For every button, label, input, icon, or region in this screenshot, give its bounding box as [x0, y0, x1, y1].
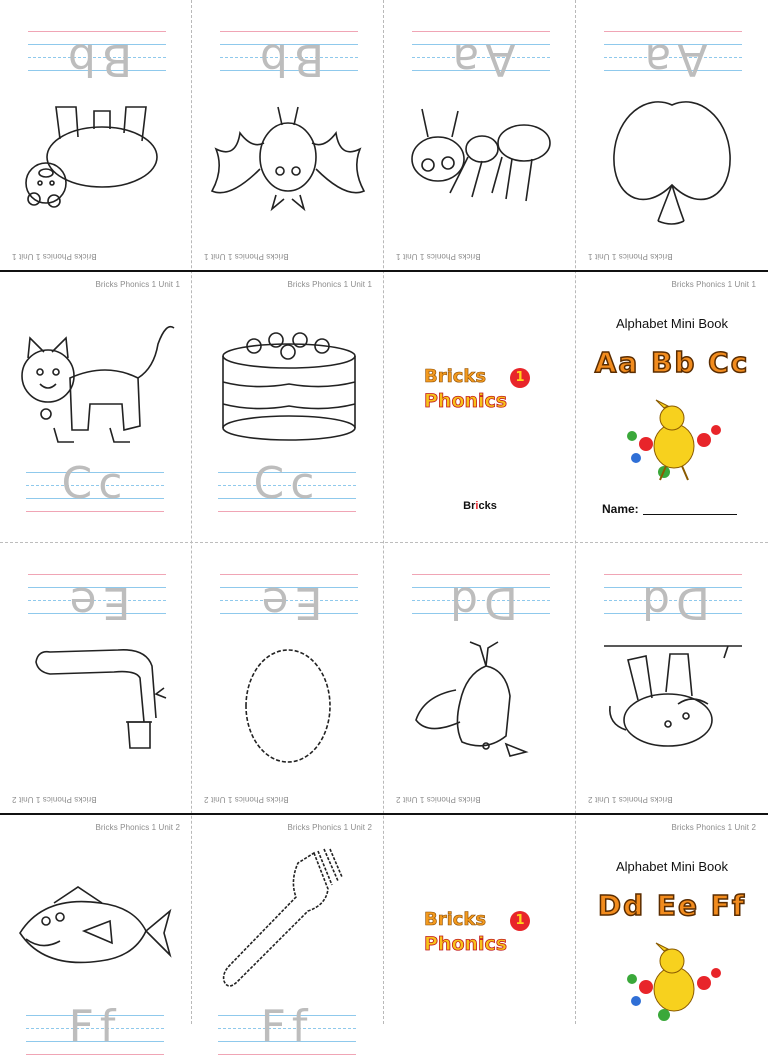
- cut-line-horizontal: [0, 270, 768, 272]
- letter-pair: Cc: [61, 458, 129, 509]
- handwriting-guide: [412, 574, 550, 628]
- bat-illustration: [206, 99, 370, 219]
- page-cake-cc: [192, 272, 384, 543]
- ant-illustration: [398, 95, 562, 221]
- handwriting-guide: [604, 31, 742, 85]
- letter-pair: Ee: [63, 577, 131, 628]
- page-footer: Bricks Phonics 1 Unit 2: [287, 823, 372, 832]
- dog-illustration: [598, 636, 748, 764]
- letter-pair: Bb: [61, 34, 133, 85]
- kangaroo-mascot-illustration: [616, 400, 728, 482]
- cut-line-horizontal: [0, 813, 768, 815]
- page-egg-ee: [192, 543, 384, 814]
- handwriting-guide: [220, 574, 358, 628]
- page-footer: Bricks Phonics 1 Unit 2: [396, 795, 481, 804]
- page-footer: Bricks Phonics 1 Unit 1: [671, 280, 756, 289]
- fish-illustration: [14, 881, 174, 977]
- cover-letters: Dd Ee Ff: [597, 889, 747, 922]
- page-footer: Bricks Phonics 1 Unit 2: [95, 823, 180, 832]
- page-footer: Bricks Phonics 1 Unit 2: [671, 823, 756, 832]
- page-footer: Bricks Phonics 1 Unit 1: [95, 280, 180, 289]
- page-front-cover-1: [576, 272, 768, 543]
- page-elbow-ee: [0, 543, 192, 814]
- letter-pair: Bb: [253, 34, 325, 85]
- name-underline: [643, 514, 737, 515]
- handwriting-guide: [28, 31, 166, 85]
- handwriting-guide: [412, 31, 550, 85]
- egg-illustration: [238, 638, 338, 768]
- handwriting-guide: [218, 1001, 356, 1055]
- handwriting-guide: [26, 458, 164, 512]
- logo-phonics-text: Phonics: [424, 390, 508, 412]
- page-footer: Bricks Phonics 1 Unit 2: [588, 795, 673, 804]
- apple-illustration: [602, 89, 742, 225]
- page-fork-ff: [192, 815, 384, 1052]
- page-footer: Bricks Phonics 1 Unit 1: [12, 252, 97, 261]
- brand-wordmark: [384, 500, 576, 512]
- page-apple-aa: [576, 0, 768, 271]
- handwriting-guide: [28, 574, 166, 628]
- logo-level-badge: 1: [510, 368, 530, 388]
- handwriting-guide: [604, 574, 742, 628]
- letter-pair: Ff: [260, 1001, 314, 1052]
- page-ant-aa: [384, 0, 576, 271]
- handwriting-guide: [220, 31, 358, 85]
- logo-bricks-text: Bricks: [424, 366, 487, 387]
- handwriting-guide: [218, 458, 356, 512]
- brand-part: cks: [478, 500, 497, 512]
- page-duck-dd: [384, 543, 576, 814]
- brand-dot: i: [475, 500, 479, 512]
- page-footer: Bricks Phonics 1 Unit 1: [204, 252, 289, 261]
- page-footer: Bricks Phonics 1 Unit 1: [588, 252, 673, 261]
- fork-illustration: [218, 845, 358, 995]
- logo-bricks-text: Bricks: [424, 909, 487, 930]
- kangaroo-mascot-illustration: [616, 943, 728, 1025]
- letter-pair: Dd: [636, 577, 710, 628]
- fold-line-vertical: [575, 0, 576, 1024]
- page-footer: Bricks Phonics 1 Unit 1: [396, 252, 481, 261]
- page-footer: Bricks Phonics 1 Unit 1: [287, 280, 372, 289]
- duck-illustration: [406, 636, 546, 766]
- page-back-cover-2: [384, 815, 576, 1024]
- letter-pair: Aa: [446, 34, 516, 85]
- cake-illustration: [214, 328, 364, 444]
- cover-title: Alphabet Mini Book: [615, 316, 728, 331]
- page-dog-dd: [576, 543, 768, 814]
- fold-line-horizontal: [0, 542, 768, 543]
- fold-line-vertical: [383, 0, 384, 1024]
- cat-illustration: [14, 318, 180, 446]
- cover-title: Alphabet Mini Book: [615, 859, 728, 874]
- page-bear-bb: [0, 0, 192, 271]
- letter-pair: Cc: [253, 458, 321, 509]
- fold-line-vertical: [191, 0, 192, 1024]
- name-label: Name:: [602, 502, 639, 516]
- page-footer: Bricks Phonics 1 Unit 2: [204, 795, 289, 804]
- page-fish-ff: [0, 815, 192, 1052]
- letter-pair: Dd: [444, 577, 518, 628]
- page-back-cover-1: [384, 272, 576, 543]
- name-field: [602, 502, 737, 516]
- cover-letters: Aa Bb Cc: [594, 346, 750, 379]
- bear-illustration: [20, 99, 170, 219]
- logo-phonics-text: Phonics: [424, 933, 508, 955]
- logo-level-badge: 1: [510, 911, 530, 931]
- letter-pair: Aa: [638, 34, 708, 85]
- page-cat-cc: [0, 272, 192, 543]
- page-bat-bb: [192, 0, 384, 271]
- brand-part: Br: [463, 500, 476, 512]
- page-footer: Bricks Phonics 1 Unit 2: [12, 795, 97, 804]
- letter-pair: Ff: [68, 1001, 122, 1052]
- letter-pair: Ee: [255, 577, 323, 628]
- handwriting-guide: [26, 1001, 164, 1055]
- page-front-cover-2: [576, 815, 768, 1024]
- elbow-illustration: [20, 638, 170, 758]
